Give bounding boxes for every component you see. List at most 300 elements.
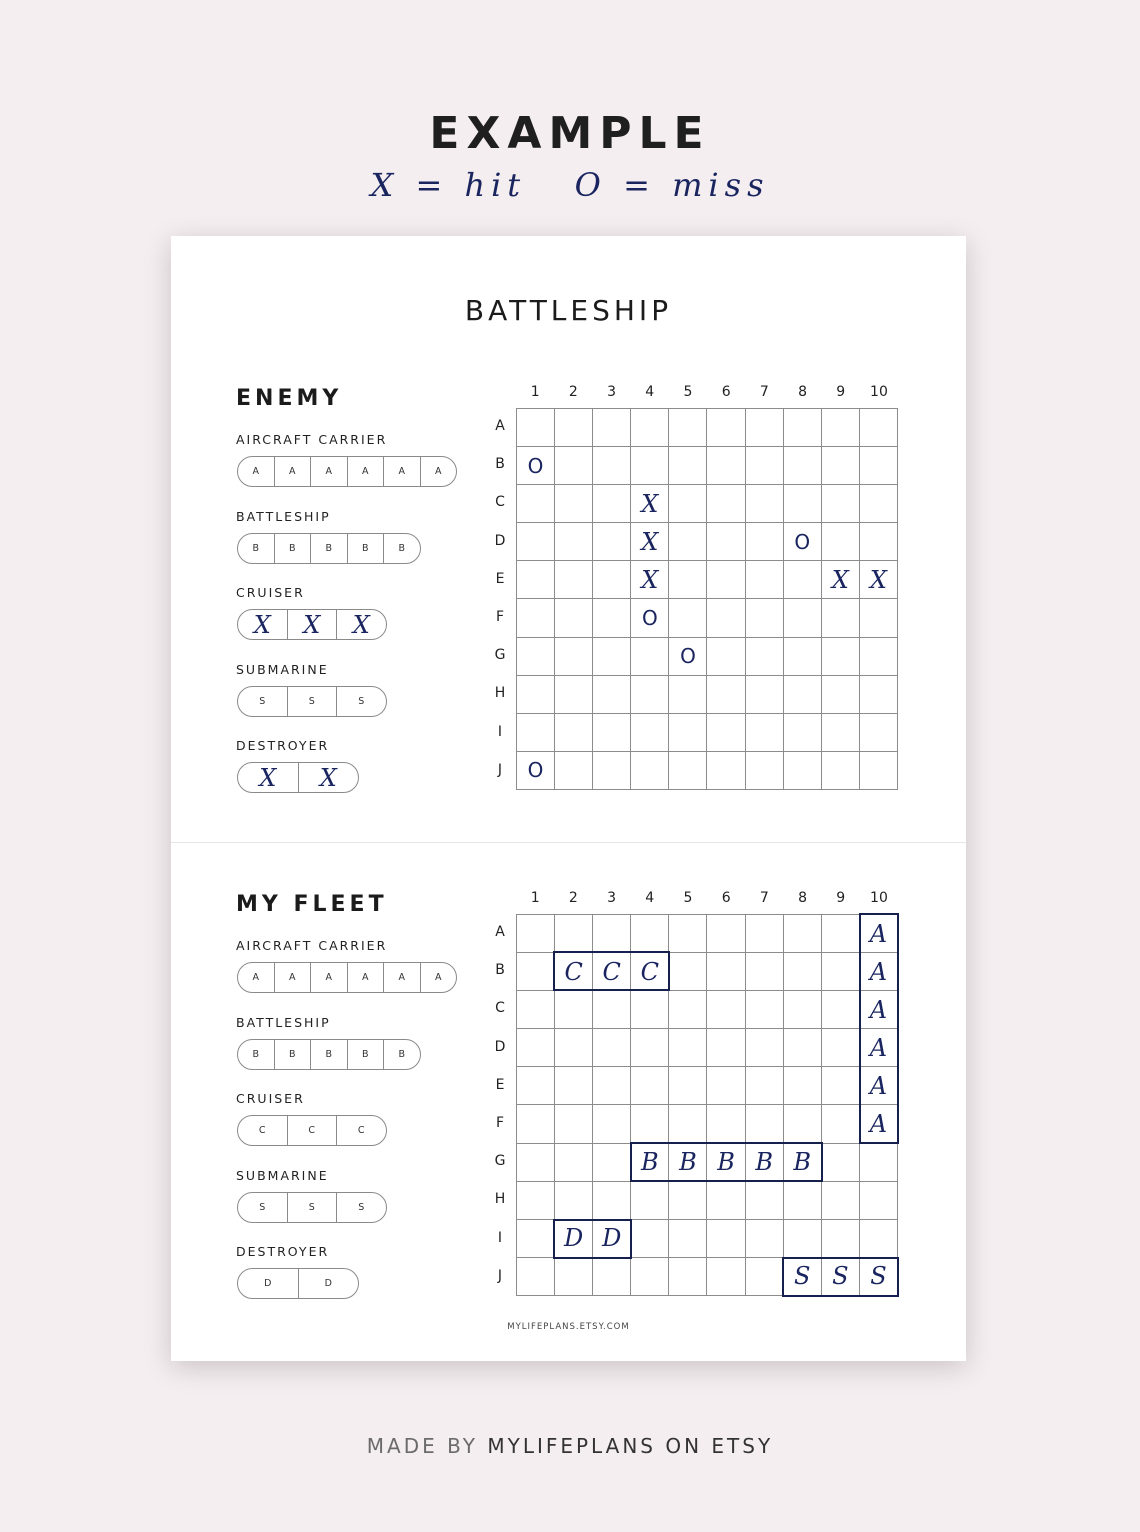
grid-cell-g8[interactable] <box>784 1144 822 1182</box>
grid-cell-j3[interactable] <box>593 1258 631 1296</box>
grid-cell-b4[interactable] <box>631 953 669 991</box>
grid-cell-d7[interactable] <box>746 1029 784 1067</box>
grid-cell-j4[interactable] <box>631 1258 669 1296</box>
grid-cell-g5[interactable] <box>669 1144 707 1182</box>
grid-cell-h1[interactable] <box>517 676 555 714</box>
grid-cell-b10[interactable] <box>860 953 898 991</box>
ship-tracker-cell[interactable]: B <box>275 1040 312 1069</box>
row-header: B <box>495 456 505 473</box>
grid-cell-j3[interactable] <box>593 752 631 790</box>
grid-cell-f1[interactable] <box>517 1105 555 1143</box>
grid-cell-a4[interactable] <box>631 409 669 447</box>
grid-cell-c5[interactable] <box>669 485 707 523</box>
grid-cell-a6[interactable] <box>707 915 745 953</box>
grid-cell-h8[interactable] <box>784 1182 822 1220</box>
grid-cell-f8[interactable] <box>784 1105 822 1143</box>
ship-tracker-destroyer[interactable] <box>237 1268 359 1299</box>
grid-cell-a9[interactable] <box>822 915 860 953</box>
grid-cell-b5[interactable] <box>669 447 707 485</box>
grid-cell-d3[interactable] <box>593 523 631 561</box>
miss-mark: O <box>527 758 544 783</box>
grid-cell-i10[interactable] <box>860 1220 898 1258</box>
grid-cell-g2[interactable] <box>555 1144 593 1182</box>
grid-cell-b6[interactable] <box>707 447 745 485</box>
grid-cell-b7[interactable] <box>746 447 784 485</box>
grid-cell-j1[interactable] <box>517 752 555 790</box>
grid-cell-b6[interactable] <box>707 953 745 991</box>
grid-cell-i1[interactable] <box>517 714 555 752</box>
ship-tracker-submarine[interactable] <box>237 1192 387 1223</box>
ship-tracker-cell[interactable]: B <box>311 534 348 563</box>
column-header: 4 <box>645 890 655 906</box>
grid-cell-h5[interactable] <box>669 676 707 714</box>
grid-cell-j6[interactable] <box>707 752 745 790</box>
grid-cell-h4[interactable] <box>631 676 669 714</box>
grid-cell-i8[interactable] <box>784 714 822 752</box>
grid-cell-f5[interactable] <box>669 599 707 637</box>
grid-cell-c10[interactable] <box>860 991 898 1029</box>
ship-letter: C <box>602 957 621 986</box>
row-header: J <box>497 761 503 778</box>
grid-cell-a3[interactable] <box>593 915 631 953</box>
grid-cell-f9[interactable] <box>822 1105 860 1143</box>
ship-tracker-cell[interactable]: B <box>311 1040 348 1069</box>
grid-cell-b9[interactable] <box>822 447 860 485</box>
grid-cell-j9[interactable] <box>822 1258 860 1296</box>
grid-cell-c1[interactable] <box>517 485 555 523</box>
grid-cell-e5[interactable] <box>669 561 707 599</box>
grid-cell-c8[interactable] <box>784 485 822 523</box>
grid-cell-g5[interactable] <box>669 638 707 676</box>
grid-cell-e4[interactable] <box>631 1067 669 1105</box>
grid-cell-b9[interactable] <box>822 953 860 991</box>
grid-cell-d9[interactable] <box>822 523 860 561</box>
grid-cell-g3[interactable] <box>593 638 631 676</box>
grid-cell-b7[interactable] <box>746 953 784 991</box>
grid-cell-a9[interactable] <box>822 409 860 447</box>
grid-cell-c2[interactable] <box>555 991 593 1029</box>
ship-tracker-hit-mark[interactable]: X <box>352 610 370 639</box>
ship-tracker-cell[interactable]: A <box>384 457 421 486</box>
ship-tracker-cruiser[interactable] <box>237 609 387 640</box>
grid-cell-e2[interactable] <box>555 561 593 599</box>
grid-cell-j1[interactable] <box>517 1258 555 1296</box>
column-header: 8 <box>798 384 807 400</box>
grid-cell-e7[interactable] <box>746 561 784 599</box>
grid-cell-h9[interactable] <box>822 676 860 714</box>
ship-label-aircraft-carrier: AIRCRAFT CARRIER <box>236 432 388 447</box>
grid-cell-f7[interactable] <box>746 1105 784 1143</box>
grid-cell-d8[interactable] <box>784 1029 822 1067</box>
ship-tracker-hit-mark[interactable]: X <box>288 610 338 639</box>
grid-cell-j8[interactable] <box>784 752 822 790</box>
grid-cell-d3[interactable] <box>593 1029 631 1067</box>
grid-cell-a1[interactable] <box>517 915 555 953</box>
grid-cell-j2[interactable] <box>555 752 593 790</box>
ship-tracker-cell[interactable]: B <box>238 1040 275 1069</box>
ship-tracker-cell[interactable]: C <box>357 1125 365 1136</box>
grid-cell-c9[interactable] <box>822 485 860 523</box>
grid-cell-h10[interactable] <box>860 1182 898 1220</box>
column-header: 9 <box>836 890 846 906</box>
grid-cell-d1[interactable] <box>517 523 555 561</box>
column-header: 3 <box>607 890 616 906</box>
grid-cell-e10[interactable] <box>860 1067 898 1105</box>
grid-cell-a5[interactable] <box>669 409 707 447</box>
miss-mark: O <box>794 529 811 554</box>
grid-cell-f9[interactable] <box>822 599 860 637</box>
grid-cell-c4[interactable] <box>631 991 669 1029</box>
grid-cell-g1[interactable] <box>517 1144 555 1182</box>
grid-cell-d7[interactable] <box>746 523 784 561</box>
grid-cell-a1[interactable] <box>517 409 555 447</box>
grid-cell-d2[interactable] <box>555 523 593 561</box>
grid-cell-b3[interactable] <box>593 953 631 991</box>
grid-cell-g10[interactable] <box>860 1144 898 1182</box>
ship-tracker-cell[interactable]: B <box>348 1040 385 1069</box>
grid-cell-i6[interactable] <box>707 714 745 752</box>
grid-cell-f7[interactable] <box>746 599 784 637</box>
grid-cell-i7[interactable] <box>746 1220 784 1258</box>
grid-cell-c5[interactable] <box>669 991 707 1029</box>
grid-cell-f2[interactable] <box>555 599 593 637</box>
column-header: 2 <box>568 384 578 400</box>
grid-cell-f2[interactable] <box>555 1105 593 1143</box>
grid-cell-d8[interactable] <box>784 523 822 561</box>
grid-cell-d5[interactable] <box>669 523 707 561</box>
ship-tracker-cell[interactable]: S <box>358 696 365 707</box>
grid-cell-j4[interactable] <box>631 752 669 790</box>
made-by-name: MYLIFEPLANS ON ETSY <box>487 1434 774 1458</box>
ship-tracker-cell[interactable]: B <box>275 534 312 563</box>
column-header: 10 <box>870 384 888 400</box>
ship-tracker-cell[interactable]: D <box>324 1278 332 1289</box>
grid-cell-h8[interactable] <box>784 676 822 714</box>
ship-tracker-aircraft-carrier[interactable] <box>237 456 457 487</box>
grid-cell-a2[interactable] <box>555 915 593 953</box>
ship-tracker-cell[interactable]: C <box>288 1116 338 1145</box>
grid-cell-i9[interactable] <box>822 1220 860 1258</box>
grid-cell-f10[interactable] <box>860 599 898 637</box>
grid-cell-e6[interactable] <box>707 561 745 599</box>
grid-cell-b8[interactable] <box>784 447 822 485</box>
grid-cell-b8[interactable] <box>784 953 822 991</box>
ship-tracker-submarine[interactable] <box>237 686 387 717</box>
hit-mark: X <box>641 565 659 594</box>
row-header: D <box>494 532 506 549</box>
grid-cell-i5[interactable] <box>669 714 707 752</box>
ship-tracker-cruiser[interactable] <box>237 1115 387 1146</box>
row-header: B <box>495 962 505 979</box>
ship-tracker-cell[interactable]: S <box>238 1193 288 1222</box>
ship-tracker-cell[interactable]: S <box>288 1193 338 1222</box>
grid-cell-h4[interactable] <box>631 1182 669 1220</box>
grid-cell-c2[interactable] <box>555 485 593 523</box>
grid-cell-c10[interactable] <box>860 485 898 523</box>
ship-tracker-battleship[interactable] <box>237 533 421 564</box>
column-header: 7 <box>759 890 769 906</box>
grid-cell-j5[interactable] <box>669 1258 707 1296</box>
grid-cell-h9[interactable] <box>822 1182 860 1220</box>
column-header: 3 <box>607 384 616 400</box>
grid-cell-g7[interactable] <box>746 638 784 676</box>
grid-cell-a8[interactable] <box>784 409 822 447</box>
grid-cell-i8[interactable] <box>784 1220 822 1258</box>
grid-cell-a10[interactable] <box>860 409 898 447</box>
made-by-prefix: MADE BY <box>366 1434 478 1458</box>
grid-cell-f1[interactable] <box>517 599 555 637</box>
made-by-credit <box>0 1434 1140 1458</box>
grid-cell-a10[interactable] <box>860 915 898 953</box>
grid-cell-c7[interactable] <box>746 485 784 523</box>
ship-tracker-cell[interactable]: B <box>398 1049 406 1060</box>
grid-cell-f6[interactable] <box>707 599 745 637</box>
grid-cell-f3[interactable] <box>593 599 631 637</box>
grid-cell-j9[interactable] <box>822 752 860 790</box>
ship-label-cruiser: CRUISER <box>236 585 305 600</box>
ship-tracker-cell[interactable]: S <box>238 687 288 716</box>
grid-cell-e8[interactable] <box>784 1067 822 1105</box>
column-header: 9 <box>836 384 846 400</box>
grid-cell-g7[interactable] <box>746 1144 784 1182</box>
grid-cell-i9[interactable] <box>822 714 860 752</box>
grid-cell-e8[interactable] <box>784 561 822 599</box>
ship-letter: A <box>869 919 888 948</box>
grid-cell-h7[interactable] <box>746 1182 784 1220</box>
enemy-grid <box>516 408 898 790</box>
grid-cell-c9[interactable] <box>822 991 860 1029</box>
grid-cell-b3[interactable] <box>593 447 631 485</box>
grid-cell-j8[interactable] <box>784 1258 822 1296</box>
grid-cell-j10[interactable] <box>860 752 898 790</box>
ship-letter: B <box>755 1148 773 1177</box>
row-header: D <box>494 1038 506 1055</box>
enemy-title: ENEMY <box>236 386 343 411</box>
grid-cell-a5[interactable] <box>669 915 707 953</box>
hit-miss-legend: X = hit O = miss <box>370 166 770 204</box>
grid-cell-g3[interactable] <box>593 1144 631 1182</box>
grid-cell-h6[interactable] <box>707 676 745 714</box>
grid-cell-d2[interactable] <box>555 1029 593 1067</box>
ship-label-battleship: BATTLESHIP <box>236 509 331 524</box>
grid-cell-e7[interactable] <box>746 1067 784 1105</box>
grid-cell-b10[interactable] <box>860 447 898 485</box>
grid-cell-e9[interactable] <box>822 1067 860 1105</box>
grid-cell-b2[interactable] <box>555 953 593 991</box>
fleet-grid <box>516 914 898 1296</box>
ship-letter: A <box>869 995 888 1024</box>
ship-tracker-cell[interactable]: S <box>288 687 338 716</box>
grid-cell-c3[interactable] <box>593 485 631 523</box>
hit-mark: X <box>869 565 887 594</box>
grid-cell-f10[interactable] <box>860 1105 898 1143</box>
row-header: C <box>495 1000 505 1017</box>
grid-cell-h3[interactable] <box>593 1182 631 1220</box>
grid-cell-c8[interactable] <box>784 991 822 1029</box>
ship-tracker-cell[interactable]: A <box>348 457 385 486</box>
grid-cell-j6[interactable] <box>707 1258 745 1296</box>
grid-cell-b1[interactable] <box>517 953 555 991</box>
grid-cell-i3[interactable] <box>593 714 631 752</box>
ship-label-destroyer: DESTROYER <box>236 738 330 753</box>
ship-tracker-hit-mark[interactable]: X <box>238 763 299 792</box>
grid-cell-b2[interactable] <box>555 447 593 485</box>
grid-cell-a6[interactable] <box>707 409 745 447</box>
grid-cell-i2[interactable] <box>555 1220 593 1258</box>
ship-tracker-cell[interactable]: A <box>311 457 348 486</box>
grid-cell-h5[interactable] <box>669 1182 707 1220</box>
grid-cell-f6[interactable] <box>707 1105 745 1143</box>
grid-cell-g1[interactable] <box>517 638 555 676</box>
grid-cell-a7[interactable] <box>746 915 784 953</box>
grid-cell-g8[interactable] <box>784 638 822 676</box>
battleship-sheet <box>171 236 966 1361</box>
grid-cell-a7[interactable] <box>746 409 784 447</box>
row-header: F <box>495 609 505 625</box>
grid-cell-j5[interactable] <box>669 752 707 790</box>
my-fleet-title: MY FLEET <box>236 892 388 917</box>
grid-cell-d10[interactable] <box>860 1029 898 1067</box>
grid-cell-d4[interactable] <box>631 523 669 561</box>
section-divider <box>171 842 966 843</box>
grid-cell-j10[interactable] <box>860 1258 898 1296</box>
ship-tracker-cell[interactable]: S <box>358 1202 365 1213</box>
ship-tracker-cell[interactable]: C <box>238 1116 288 1145</box>
grid-cell-b1[interactable] <box>517 447 555 485</box>
grid-cell-h6[interactable] <box>707 1182 745 1220</box>
grid-cell-b5[interactable] <box>669 953 707 991</box>
grid-cell-d4[interactable] <box>631 1029 669 1067</box>
grid-cell-f8[interactable] <box>784 599 822 637</box>
hit-mark: X <box>831 565 849 594</box>
grid-cell-b4[interactable] <box>631 447 669 485</box>
ship-tracker-cell[interactable]: B <box>398 543 406 554</box>
ship-tracker-cell[interactable]: A <box>275 457 312 486</box>
ship-tracker-cell[interactable]: A <box>311 963 348 992</box>
grid-cell-i1[interactable] <box>517 1220 555 1258</box>
grid-cell-e3[interactable] <box>593 1067 631 1105</box>
ship-tracker-cell[interactable]: D <box>238 1269 299 1298</box>
grid-cell-f5[interactable] <box>669 1105 707 1143</box>
grid-cell-c7[interactable] <box>746 991 784 1029</box>
grid-cell-e6[interactable] <box>707 1067 745 1105</box>
ship-letter: D <box>602 1224 622 1253</box>
grid-cell-h2[interactable] <box>555 1182 593 1220</box>
row-header: H <box>494 685 506 702</box>
grid-cell-g4[interactable] <box>631 638 669 676</box>
grid-cell-g9[interactable] <box>822 1144 860 1182</box>
ship-letter: S <box>794 1262 811 1291</box>
ship-letter: A <box>869 1110 888 1139</box>
row-header: J <box>497 1267 503 1284</box>
ship-tracker-cell[interactable]: A <box>238 457 275 486</box>
grid-cell-c1[interactable] <box>517 991 555 1029</box>
grid-cell-j7[interactable] <box>746 752 784 790</box>
grid-cell-j7[interactable] <box>746 1258 784 1296</box>
grid-cell-a8[interactable] <box>784 915 822 953</box>
grid-cell-i4[interactable] <box>631 1220 669 1258</box>
grid-cell-c3[interactable] <box>593 991 631 1029</box>
column-header: 5 <box>683 890 693 906</box>
row-header: G <box>494 1153 506 1170</box>
ship-label-battleship: BATTLESHIP <box>236 1015 331 1030</box>
grid-cell-g4[interactable] <box>631 1144 669 1182</box>
grid-cell-g6[interactable] <box>707 638 745 676</box>
grid-cell-i6[interactable] <box>707 1220 745 1258</box>
grid-cell-a3[interactable] <box>593 409 631 447</box>
grid-cell-e9[interactable] <box>822 561 860 599</box>
grid-cell-e3[interactable] <box>593 561 631 599</box>
grid-cell-c6[interactable] <box>707 991 745 1029</box>
grid-cell-e1[interactable] <box>517 1067 555 1105</box>
grid-cell-d1[interactable] <box>517 1029 555 1067</box>
grid-cell-i5[interactable] <box>669 1220 707 1258</box>
grid-cell-e10[interactable] <box>860 561 898 599</box>
ship-tracker-cell[interactable]: B <box>238 534 275 563</box>
grid-cell-h1[interactable] <box>517 1182 555 1220</box>
grid-cell-i4[interactable] <box>631 714 669 752</box>
grid-cell-h10[interactable] <box>860 676 898 714</box>
ship-tracker-cell[interactable]: A <box>348 963 385 992</box>
grid-cell-i10[interactable] <box>860 714 898 752</box>
ship-tracker-cell[interactable]: B <box>348 534 385 563</box>
grid-cell-e1[interactable] <box>517 561 555 599</box>
grid-cell-d9[interactable] <box>822 1029 860 1067</box>
miss-mark: O <box>527 453 544 478</box>
grid-cell-j2[interactable] <box>555 1258 593 1296</box>
ship-tracker-hit-mark[interactable]: X <box>238 610 288 639</box>
grid-cell-d10[interactable] <box>860 523 898 561</box>
grid-cell-c6[interactable] <box>707 485 745 523</box>
ship-tracker-cell[interactable]: A <box>275 963 312 992</box>
grid-cell-c4[interactable] <box>631 485 669 523</box>
grid-cell-i2[interactable] <box>555 714 593 752</box>
ship-tracker-cell[interactable]: A <box>435 466 442 477</box>
ship-tracker-battleship[interactable] <box>237 1039 421 1070</box>
ship-tracker-aircraft-carrier[interactable] <box>237 962 457 993</box>
ship-tracker-cell[interactable]: A <box>435 972 442 983</box>
grid-cell-e5[interactable] <box>669 1067 707 1105</box>
grid-cell-a4[interactable] <box>631 915 669 953</box>
grid-cell-d6[interactable] <box>707 523 745 561</box>
ship-tracker-cell[interactable]: A <box>238 963 275 992</box>
grid-cell-e4[interactable] <box>631 561 669 599</box>
grid-cell-i7[interactable] <box>746 714 784 752</box>
ship-tracker-cell[interactable]: A <box>384 963 421 992</box>
grid-cell-d5[interactable] <box>669 1029 707 1067</box>
grid-cell-g2[interactable] <box>555 638 593 676</box>
grid-cell-f3[interactable] <box>593 1105 631 1143</box>
grid-cell-h3[interactable] <box>593 676 631 714</box>
grid-cell-d6[interactable] <box>707 1029 745 1067</box>
grid-cell-g9[interactable] <box>822 638 860 676</box>
grid-cell-f4[interactable] <box>631 599 669 637</box>
grid-cell-f4[interactable] <box>631 1105 669 1143</box>
grid-cell-g10[interactable] <box>860 638 898 676</box>
grid-cell-g6[interactable] <box>707 1144 745 1182</box>
grid-cell-h7[interactable] <box>746 676 784 714</box>
miss-mark: O <box>641 606 658 631</box>
grid-cell-a2[interactable] <box>555 409 593 447</box>
grid-cell-h2[interactable] <box>555 676 593 714</box>
ship-tracker-destroyer[interactable] <box>237 762 359 793</box>
column-header: 8 <box>798 890 807 906</box>
ship-letter: S <box>870 1262 887 1291</box>
grid-cell-i3[interactable] <box>593 1220 631 1258</box>
row-header: G <box>494 647 506 664</box>
grid-cell-e2[interactable] <box>555 1067 593 1105</box>
ship-tracker-hit-mark[interactable]: X <box>319 763 337 792</box>
